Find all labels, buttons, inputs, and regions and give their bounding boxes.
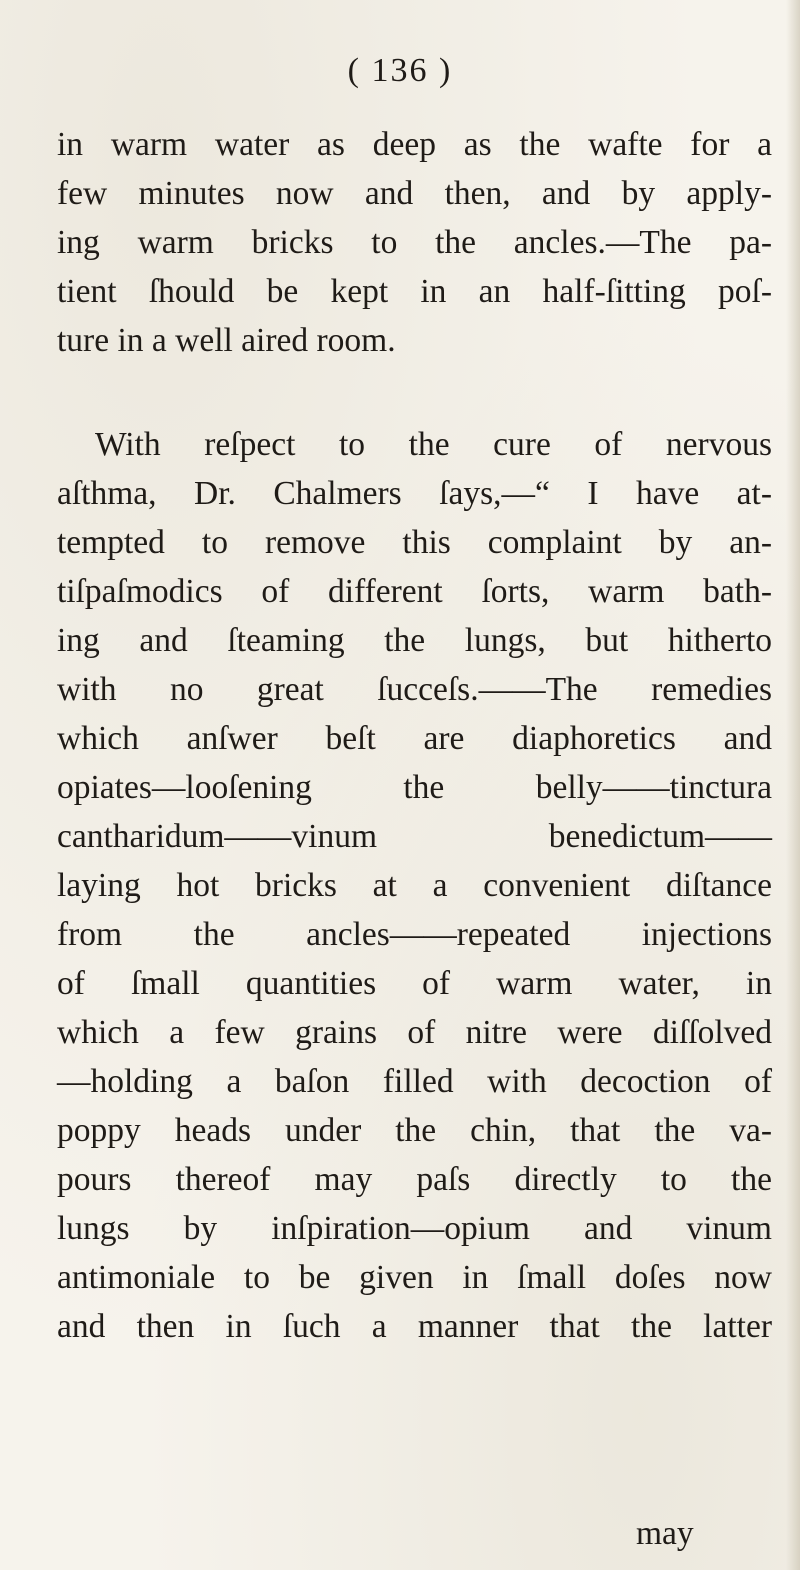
text-line: aſthma, Dr. Chalmers ſays,—“ I have at- bbox=[57, 475, 772, 512]
text-line: lungs by inſpiration—opium and vinum bbox=[57, 1210, 772, 1247]
paragraph-2 bbox=[57, 420, 772, 1351]
text-line: laying hot bricks at a convenient diſtance bbox=[57, 867, 772, 904]
page-edge-shadow bbox=[786, 0, 800, 1570]
text-line: antimoniale to be given in ſmall doſes now bbox=[57, 1259, 772, 1296]
text-line: with no great ſucceſs.——The remedies bbox=[57, 671, 772, 708]
paragraph-1 bbox=[57, 120, 772, 365]
text-line: from the ancles——repeated injections bbox=[57, 916, 772, 953]
text-line: ing warm bricks to the ancles.—The pa- bbox=[57, 224, 772, 261]
text-line: which anſwer beſt are diaphoretics and bbox=[57, 720, 772, 757]
text-line: of ſmall quantities of warm water, in bbox=[57, 965, 772, 1002]
text-line: tient ſhould be kept in an half-ſitting poſ- bbox=[57, 273, 772, 310]
text-line: With reſpect to the cure of nervous bbox=[95, 426, 772, 463]
text-line: tiſpaſmodics of different ſorts, warm bath- bbox=[57, 573, 772, 610]
text-line: tempted to remove this complaint by an- bbox=[57, 524, 772, 561]
text-line: which a few grains of nitre were diſſolved bbox=[57, 1014, 772, 1051]
text-line: ture in a well aired room. bbox=[57, 322, 396, 359]
text-line: cantharidum——vinum benedictum—— bbox=[57, 818, 772, 855]
text-line: poppy heads under the chin, that the va- bbox=[57, 1112, 772, 1149]
text-line: ing and ſteaming the lungs, but hitherto bbox=[57, 622, 772, 659]
text-line: pours thereof may paſs directly to the bbox=[57, 1161, 772, 1198]
text-line: opiates—looſening the belly——tinctura bbox=[57, 769, 772, 806]
text-line: and then in ſuch a manner that the latter bbox=[57, 1308, 772, 1345]
text-line: in warm water as deep as the wafte for a bbox=[57, 126, 772, 163]
page-number-header: ( 136 ) bbox=[347, 52, 453, 89]
text-line: —holding a baſon filled with decoction of bbox=[57, 1063, 772, 1100]
text-line: few minutes now and then, and by apply- bbox=[57, 175, 772, 212]
catchword: may bbox=[636, 1515, 694, 1552]
